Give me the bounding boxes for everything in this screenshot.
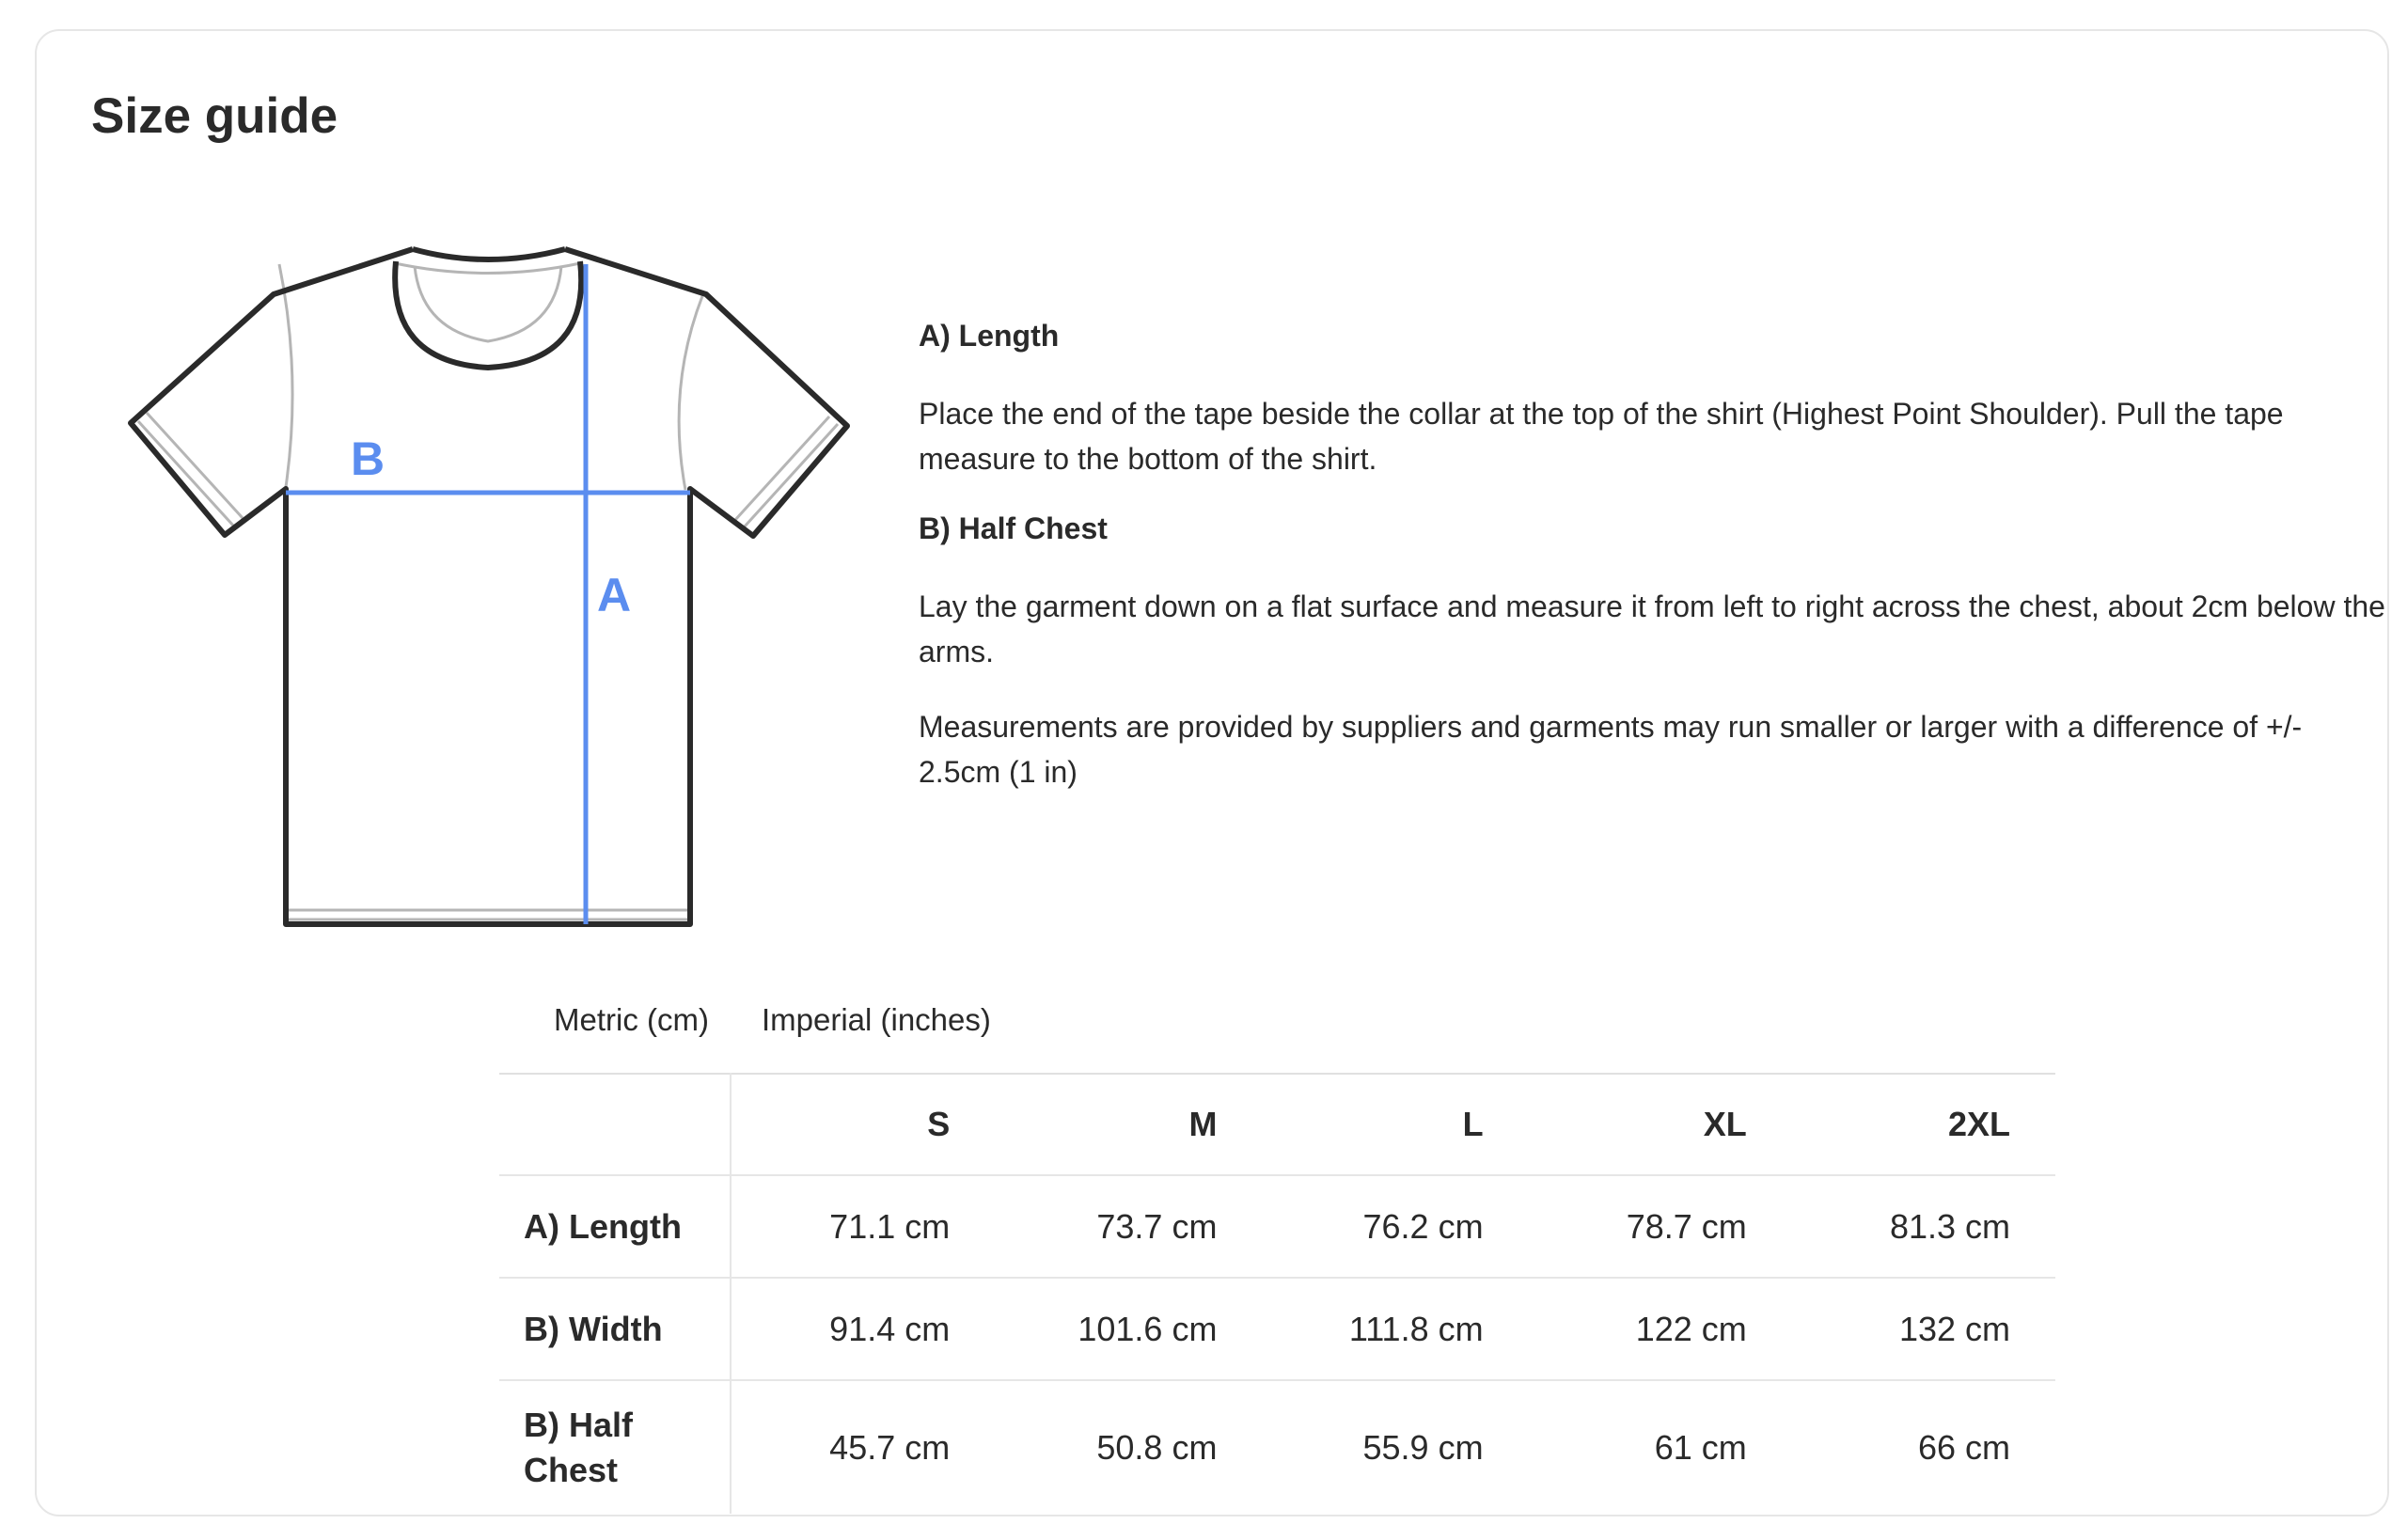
cell-half-chest-2xl: 66 cm xyxy=(1917,1427,2010,1467)
cell-length-s: 71.1 cm xyxy=(731,1175,995,1278)
length-heading: A) Length xyxy=(919,319,1060,353)
measurement-note: Measurements are provided by suppliers and garments may run smaller or larger with a difference of +/- 2.5cm (1 in) xyxy=(919,710,2303,789)
label-b: B xyxy=(351,432,385,485)
cell-length-xl: 78.7 cm xyxy=(1529,1175,1792,1278)
cell-length-m: 73.7 cm xyxy=(995,1175,1262,1278)
half-chest-instructions: Lay the garment down on a flat surface and measure it from left to right across the chest, about 2cm below the arms. xyxy=(919,589,2385,668)
tab-metric[interactable]: Metric (cm) xyxy=(554,1002,709,1037)
table-row-width xyxy=(499,1278,2055,1380)
cell-width-xl: 122 cm xyxy=(1529,1278,1792,1380)
tab-imperial[interactable]: Imperial (inches) xyxy=(761,1002,991,1037)
cell-half-chest-s: 45.7 cm xyxy=(829,1427,951,1467)
cell-width-s: 91.4 cm xyxy=(731,1278,995,1380)
size-guide-card xyxy=(35,29,2389,1516)
table-corner-cell xyxy=(499,1074,731,1175)
cell-half-chest-m: 50.8 cm xyxy=(1096,1427,1218,1467)
cell-length-l: 76.2 cm xyxy=(1262,1175,1528,1278)
size-header-m: M xyxy=(995,1074,1262,1175)
unit-tabs xyxy=(516,1002,1015,1038)
row-label-width: B) Width xyxy=(499,1278,731,1380)
row-label-length: A) Length xyxy=(499,1175,731,1278)
label-a: A xyxy=(597,569,632,621)
row-label-half-chest: B) Half Chest xyxy=(499,1380,731,1514)
tshirt-outline xyxy=(131,249,847,924)
cell-width-l: 111.8 cm xyxy=(1262,1278,1528,1380)
cell-width-2xl: 132 cm xyxy=(1792,1278,2055,1380)
tshirt-inner-lines xyxy=(138,263,838,919)
size-header-xl: XL xyxy=(1529,1074,1792,1175)
cell-length-2xl: 81.3 cm xyxy=(1792,1175,2055,1278)
size-header-row xyxy=(499,1074,2055,1175)
size-header-2xl: 2XL xyxy=(1792,1074,2055,1175)
size-table xyxy=(499,1073,2055,1514)
cell-width-m: 101.6 cm xyxy=(995,1278,1262,1380)
measurement-description xyxy=(919,319,2385,825)
tshirt-diagram xyxy=(93,214,864,948)
table-row-length xyxy=(499,1175,2055,1278)
cell-half-chest-xl: 61 cm xyxy=(1654,1427,1747,1467)
page-title: Size guide xyxy=(91,88,338,144)
half-chest-heading: B) Half Chest xyxy=(919,511,1108,545)
size-header-l: L xyxy=(1262,1074,1528,1175)
cell-half-chest-l: 55.9 cm xyxy=(1362,1427,1484,1467)
length-instructions: Place the end of the tape beside the collar at the top of the shirt (Highest Point Shoulder). Pull the tape measure to the bottom of the shirt. xyxy=(919,397,2284,476)
size-header-s: S xyxy=(731,1074,995,1175)
table-row-half-chest xyxy=(499,1380,2055,1514)
